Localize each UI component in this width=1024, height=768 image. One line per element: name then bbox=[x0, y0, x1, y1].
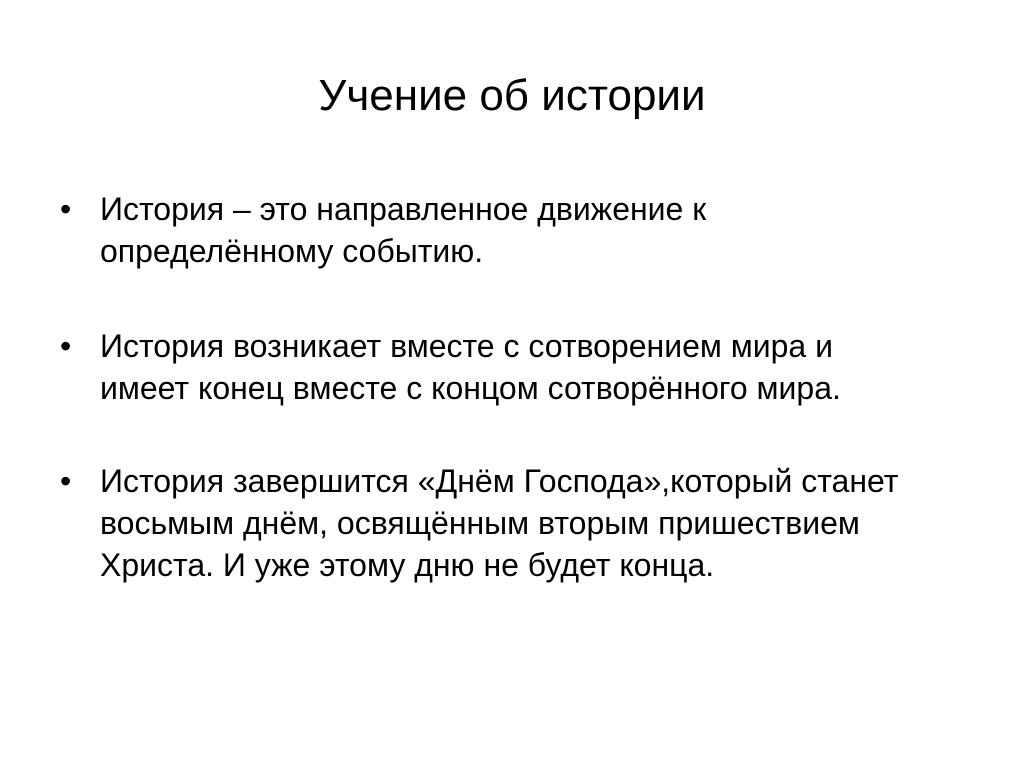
slide-title: Учение об истории bbox=[318, 71, 706, 120]
bullet-line: определённому событию. bbox=[100, 233, 484, 269]
bullet-line: восьмым днём, освящённым вторым пришествием bbox=[100, 505, 860, 541]
bullet-line: имеет конец вместе с концом сотворённого мира. bbox=[100, 370, 841, 406]
bullet-marker: • bbox=[60, 328, 72, 364]
bullet-line: История возникает вместе с сотворением мира и bbox=[100, 328, 833, 364]
bullet-marker: • bbox=[60, 463, 72, 499]
bullet-line: История завершится «Днём Господа»,который станет bbox=[100, 463, 899, 499]
bullet-line: Христа. И уже этому дню не будет конца. bbox=[100, 547, 715, 583]
bullet-marker: • bbox=[60, 191, 72, 227]
bullet-line: История – это направленное движение к bbox=[100, 191, 707, 227]
bullet-text bbox=[100, 188, 960, 272]
bullet-text bbox=[100, 325, 960, 409]
bullet-text bbox=[100, 460, 960, 586]
